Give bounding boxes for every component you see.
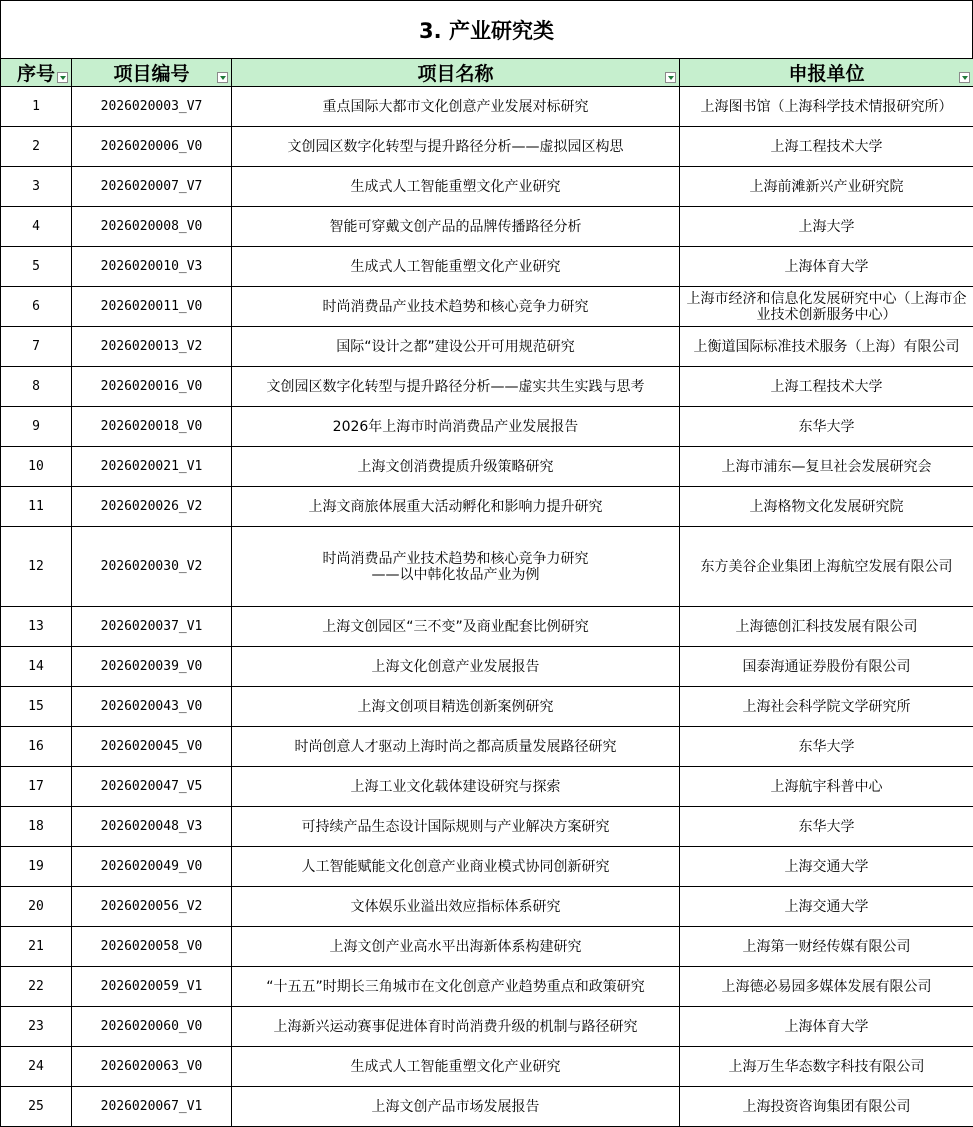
seq-cell[interactable]: 11 bbox=[1, 487, 72, 527]
code-cell[interactable]: 2026020048_V3 bbox=[72, 807, 232, 847]
code-cell[interactable]: 2026020045_V0 bbox=[72, 727, 232, 767]
seq-cell[interactable]: 18 bbox=[1, 807, 72, 847]
header-seq bbox=[1, 59, 72, 87]
seq-cell[interactable]: 9 bbox=[1, 407, 72, 447]
project-name-cell[interactable]: 文体娱乐业溢出效应指标体系研究 bbox=[232, 887, 680, 927]
seq-cell[interactable]: 21 bbox=[1, 927, 72, 967]
seq-cell[interactable]: 1 bbox=[1, 87, 72, 127]
seq-cell[interactable]: 15 bbox=[1, 687, 72, 727]
table-row bbox=[1, 847, 973, 887]
applicant-unit-cell[interactable]: 上海市经济和信息化发展研究中心（上海市企业技术创新服务中心） bbox=[680, 287, 973, 327]
applicant-unit-cell[interactable]: 上海社会科学院文学研究所 bbox=[680, 687, 973, 727]
code-cell[interactable]: 2026020026_V2 bbox=[72, 487, 232, 527]
project-name-cell[interactable]: 上海新兴运动赛事促进体育时尚消费升级的机制与路径研究 bbox=[232, 1007, 680, 1047]
seq-cell[interactable]: 23 bbox=[1, 1007, 72, 1047]
seq-cell[interactable]: 22 bbox=[1, 967, 72, 1007]
applicant-unit-cell[interactable]: 上海交通大学 bbox=[680, 887, 973, 927]
filter-dropdown-icon[interactable] bbox=[959, 72, 970, 83]
code-cell[interactable]: 2026020013_V2 bbox=[72, 327, 232, 367]
table-row bbox=[1, 127, 973, 167]
table-row bbox=[1, 167, 973, 207]
sheet-title: 3. 产业研究类 bbox=[0, 0, 973, 58]
filter-dropdown-icon[interactable] bbox=[665, 72, 676, 83]
code-cell[interactable]: 2026020008_V0 bbox=[72, 207, 232, 247]
seq-cell[interactable]: 24 bbox=[1, 1047, 72, 1087]
applicant-unit-cell[interactable]: 上衡道国际标准技术服务（上海）有限公司 bbox=[680, 327, 973, 367]
table-row bbox=[1, 1007, 973, 1047]
project-table bbox=[0, 58, 973, 1127]
table-row bbox=[1, 1047, 973, 1087]
code-cell[interactable]: 2026020058_V0 bbox=[72, 927, 232, 967]
seq-cell[interactable]: 16 bbox=[1, 727, 72, 767]
applicant-unit-cell[interactable]: 上海投资咨询集团有限公司 bbox=[680, 1087, 973, 1127]
table-row bbox=[1, 487, 973, 527]
table-row bbox=[1, 807, 973, 847]
seq-cell[interactable]: 12 bbox=[1, 527, 72, 607]
table-row bbox=[1, 687, 973, 727]
project-name-cell[interactable]: 生成式人工智能重塑文化产业研究 bbox=[232, 247, 680, 287]
applicant-unit-cell[interactable]: 上海德必易园多媒体发展有限公司 bbox=[680, 967, 973, 1007]
header-row bbox=[1, 59, 973, 87]
applicant-unit-cell[interactable]: 上海前滩新兴产业研究院 bbox=[680, 167, 973, 207]
applicant-unit-cell[interactable]: 上海体育大学 bbox=[680, 247, 973, 287]
applicant-unit-cell[interactable]: 东华大学 bbox=[680, 807, 973, 847]
seq-cell[interactable]: 13 bbox=[1, 607, 72, 647]
project-name-cell[interactable]: 人工智能赋能文化创意产业商业模式协同创新研究 bbox=[232, 847, 680, 887]
table-row bbox=[1, 887, 973, 927]
table-row bbox=[1, 967, 973, 1007]
project-name-cell[interactable]: 上海文创产品市场发展报告 bbox=[232, 1087, 680, 1127]
project-name-cell[interactable]: 上海文商旅体展重大活动孵化和影响力提升研究 bbox=[232, 487, 680, 527]
table-row bbox=[1, 927, 973, 967]
seq-cell[interactable]: 14 bbox=[1, 647, 72, 687]
filter-dropdown-icon[interactable] bbox=[217, 72, 228, 83]
project-name-cell[interactable]: “十五五”时期长三角城市在文化创意产业趋势重点和政策研究 bbox=[232, 967, 680, 1007]
project-name-cell[interactable]: 文创园区数字化转型与提升路径分析——虚拟园区构思 bbox=[232, 127, 680, 167]
project-name-cell[interactable]: 2026年上海市时尚消费品产业发展报告 bbox=[232, 407, 680, 447]
table-row bbox=[1, 327, 973, 367]
applicant-unit-cell[interactable]: 上海工程技术大学 bbox=[680, 367, 973, 407]
code-cell[interactable]: 2026020007_V7 bbox=[72, 167, 232, 207]
table-row bbox=[1, 367, 973, 407]
project-name-cell[interactable]: 智能可穿戴文创产品的品牌传播路径分析 bbox=[232, 207, 680, 247]
applicant-unit-cell[interactable]: 上海交通大学 bbox=[680, 847, 973, 887]
code-cell[interactable]: 2026020056_V2 bbox=[72, 887, 232, 927]
filter-dropdown-icon[interactable] bbox=[57, 72, 68, 83]
code-cell[interactable]: 2026020006_V0 bbox=[72, 127, 232, 167]
seq-cell[interactable]: 7 bbox=[1, 327, 72, 367]
code-cell[interactable]: 2026020037_V1 bbox=[72, 607, 232, 647]
table-row bbox=[1, 767, 973, 807]
project-name-cell[interactable]: 上海文创园区“三不变”及商业配套比例研究 bbox=[232, 607, 680, 647]
applicant-unit-cell[interactable]: 上海万生华态数字科技有限公司 bbox=[680, 1047, 973, 1087]
project-name-cell[interactable]: 时尚创意人才驱动上海时尚之都高质量发展路径研究 bbox=[232, 727, 680, 767]
seq-cell[interactable]: 17 bbox=[1, 767, 72, 807]
project-name-cell[interactable]: 上海文化创意产业发展报告 bbox=[232, 647, 680, 687]
header-name bbox=[232, 59, 680, 87]
table-row bbox=[1, 1087, 973, 1127]
table-row bbox=[1, 207, 973, 247]
project-name-cell[interactable]: 国际“设计之都”建设公开可用规范研究 bbox=[232, 327, 680, 367]
applicant-unit-cell[interactable]: 上海体育大学 bbox=[680, 1007, 973, 1047]
table-body bbox=[1, 87, 973, 1127]
table-row bbox=[1, 287, 973, 327]
code-cell[interactable]: 2026020059_V1 bbox=[72, 967, 232, 1007]
project-name-cell[interactable]: 上海文创项目精选创新案例研究 bbox=[232, 687, 680, 727]
code-cell[interactable]: 2026020049_V0 bbox=[72, 847, 232, 887]
applicant-unit-cell[interactable]: 上海大学 bbox=[680, 207, 973, 247]
applicant-unit-cell[interactable]: 上海图书馆（上海科学技术情报研究所） bbox=[680, 87, 973, 127]
applicant-unit-cell[interactable]: 东华大学 bbox=[680, 727, 973, 767]
table-row bbox=[1, 647, 973, 687]
header-code bbox=[72, 59, 232, 87]
code-cell[interactable]: 2026020043_V0 bbox=[72, 687, 232, 727]
header-seq-label: 序号 bbox=[17, 63, 55, 85]
code-cell[interactable]: 2026020030_V2 bbox=[72, 527, 232, 607]
seq-cell[interactable]: 19 bbox=[1, 847, 72, 887]
code-cell[interactable]: 2026020016_V0 bbox=[72, 367, 232, 407]
project-name-cell[interactable]: 可持续产品生态设计国际规则与产业解决方案研究 bbox=[232, 807, 680, 847]
project-name-cell[interactable]: 上海文创消费提质升级策略研究 bbox=[232, 447, 680, 487]
table-row bbox=[1, 87, 973, 127]
header-unit bbox=[680, 59, 973, 87]
applicant-unit-cell[interactable]: 国泰海通证券股份有限公司 bbox=[680, 647, 973, 687]
seq-cell[interactable]: 4 bbox=[1, 207, 72, 247]
seq-cell[interactable]: 5 bbox=[1, 247, 72, 287]
applicant-unit-cell[interactable]: 上海第一财经传媒有限公司 bbox=[680, 927, 973, 967]
code-cell[interactable]: 2026020067_V1 bbox=[72, 1087, 232, 1127]
code-cell[interactable]: 2026020060_V0 bbox=[72, 1007, 232, 1047]
applicant-unit-cell[interactable]: 上海航宇科普中心 bbox=[680, 767, 973, 807]
header-code-label: 项目编号 bbox=[113, 63, 189, 85]
project-name-cell[interactable]: 生成式人工智能重塑文化产业研究 bbox=[232, 167, 680, 207]
code-cell[interactable]: 2026020010_V3 bbox=[72, 247, 232, 287]
table-row bbox=[1, 527, 973, 607]
code-cell[interactable]: 2026020047_V5 bbox=[72, 767, 232, 807]
seq-cell[interactable]: 2 bbox=[1, 127, 72, 167]
project-name-cell[interactable]: 上海工业文化载体建设研究与探索 bbox=[232, 767, 680, 807]
header-name-label: 项目名称 bbox=[417, 63, 493, 85]
seq-cell[interactable]: 10 bbox=[1, 447, 72, 487]
table-row bbox=[1, 247, 973, 287]
applicant-unit-cell[interactable]: 上海德创汇科技发展有限公司 bbox=[680, 607, 973, 647]
code-cell[interactable]: 2026020003_V7 bbox=[72, 87, 232, 127]
seq-cell[interactable]: 20 bbox=[1, 887, 72, 927]
code-cell[interactable]: 2026020063_V0 bbox=[72, 1047, 232, 1087]
applicant-unit-cell[interactable]: 东华大学 bbox=[680, 407, 973, 447]
seq-cell[interactable]: 3 bbox=[1, 167, 72, 207]
project-name-cell[interactable]: 生成式人工智能重塑文化产业研究 bbox=[232, 1047, 680, 1087]
applicant-unit-cell[interactable]: 上海格物文化发展研究院 bbox=[680, 487, 973, 527]
applicant-unit-cell[interactable]: 上海市浦东—复旦社会发展研究会 bbox=[680, 447, 973, 487]
seq-cell[interactable]: 25 bbox=[1, 1087, 72, 1127]
project-name-cell[interactable]: 上海文创产业高水平出海新体系构建研究 bbox=[232, 927, 680, 967]
code-cell[interactable]: 2026020018_V0 bbox=[72, 407, 232, 447]
seq-cell[interactable]: 6 bbox=[1, 287, 72, 327]
project-name-cell[interactable]: 时尚消费品产业技术趋势和核心竞争力研究 ——以中韩化妆品产业为例 bbox=[232, 527, 680, 607]
applicant-unit-cell[interactable]: 上海工程技术大学 bbox=[680, 127, 973, 167]
table-row bbox=[1, 607, 973, 647]
header-unit-label: 申报单位 bbox=[788, 63, 864, 85]
table-row bbox=[1, 447, 973, 487]
applicant-unit-cell[interactable]: 东方美谷企业集团上海航空发展有限公司 bbox=[680, 527, 973, 607]
code-cell[interactable]: 2026020021_V1 bbox=[72, 447, 232, 487]
table-row bbox=[1, 727, 973, 767]
table-row bbox=[1, 407, 973, 447]
code-cell[interactable]: 2026020011_V0 bbox=[72, 287, 232, 327]
code-cell[interactable]: 2026020039_V0 bbox=[72, 647, 232, 687]
project-name-cell[interactable]: 文创园区数字化转型与提升路径分析——虚实共生实践与思考 bbox=[232, 367, 680, 407]
project-name-cell[interactable]: 重点国际大都市文化创意产业发展对标研究 bbox=[232, 87, 680, 127]
seq-cell[interactable]: 8 bbox=[1, 367, 72, 407]
project-name-cell[interactable]: 时尚消费品产业技术趋势和核心竞争力研究 bbox=[232, 287, 680, 327]
